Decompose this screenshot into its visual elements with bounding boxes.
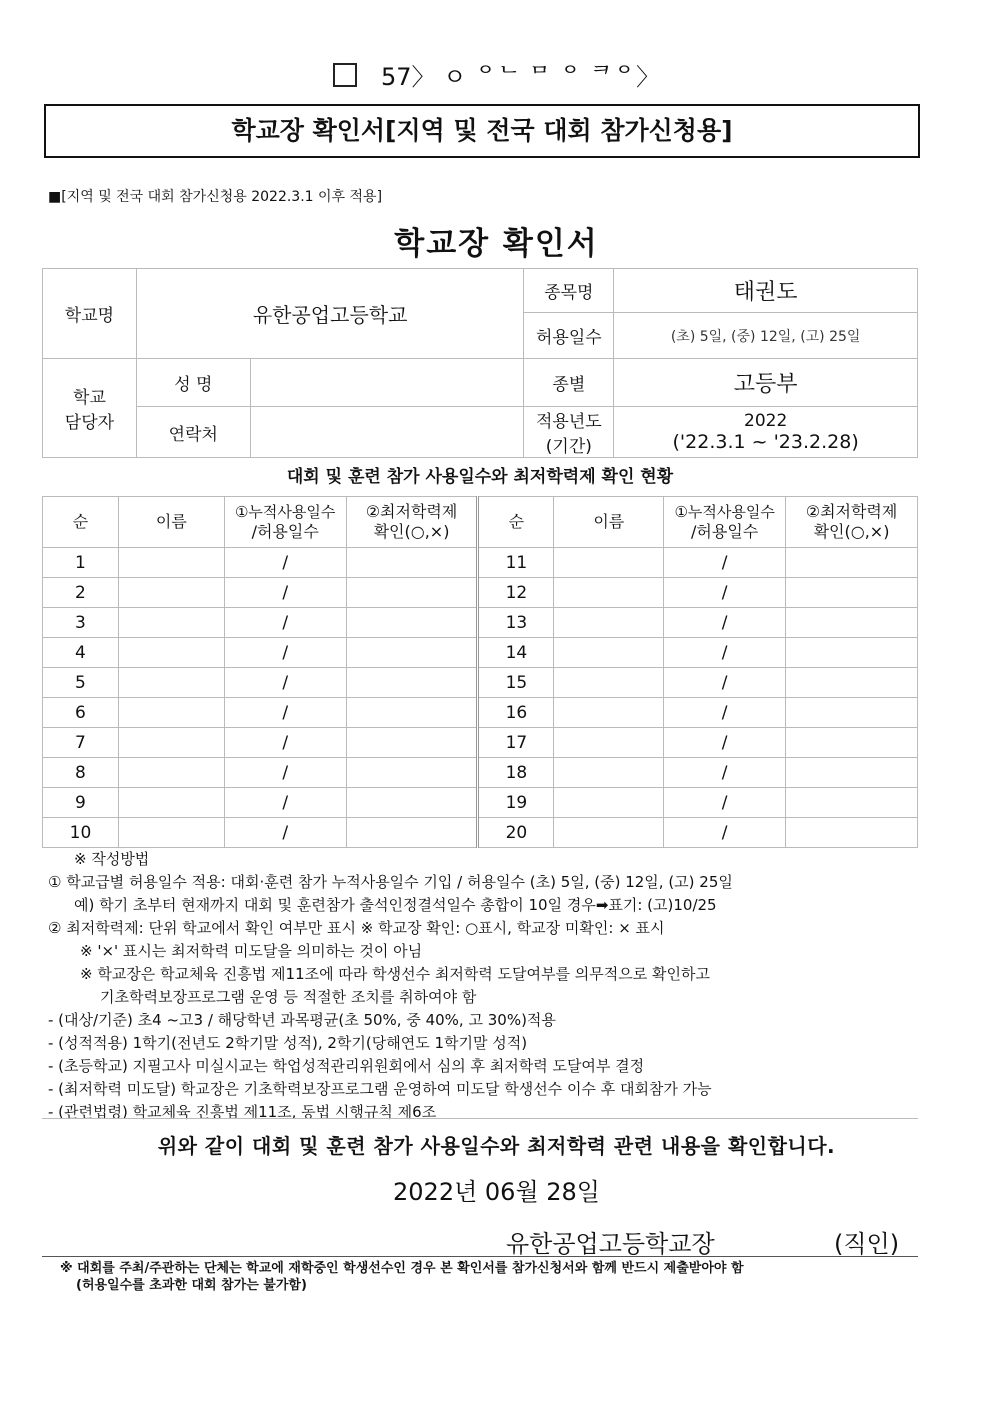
period-value-text: ('22.3.1 ~ '23.2.28) <box>672 431 859 453</box>
days-used-cell[interactable]: / <box>664 728 786 758</box>
min-academic-cell[interactable] <box>346 728 478 758</box>
detail-4: - (최저학력 미도달) 학교장은 기초학력보장프로그램 운영하여 미도달 학생선수 이수 후 대회참가 가능 <box>48 1080 712 1098</box>
divider <box>42 1118 918 1119</box>
student-name-cell[interactable] <box>118 548 224 578</box>
note-1a: ① 학교급별 허용일수 적용: 대회·훈련 참가 누적사용일수 기입 / 허용일수 (초) 5일, (중) 12일, (고) 25일 <box>48 873 733 891</box>
student-name-cell[interactable] <box>554 578 664 608</box>
table-row <box>43 758 918 788</box>
note-2: ② 최저학력제: 단위 학교에서 확인 여부만 표시 ※ 학교장 확인: ○표시, 학교장 미확인: × 표시 <box>48 919 665 937</box>
days-used-cell[interactable]: / <box>664 608 786 638</box>
note-4b: 기초학력보장프로그램 운영 등 적절한 조치를 취하여야 함 <box>100 988 477 1006</box>
staff-label <box>43 359 137 458</box>
col-min-left-l1: ②최저학력제 <box>365 502 458 521</box>
row-number: 2 <box>43 578 119 608</box>
student-name-cell[interactable] <box>118 698 224 728</box>
min-academic-cell[interactable] <box>346 758 478 788</box>
table-row <box>43 638 918 668</box>
days-used-cell[interactable]: / <box>224 638 346 668</box>
student-name-cell[interactable] <box>554 728 664 758</box>
student-name-cell[interactable] <box>554 788 664 818</box>
student-name-cell[interactable] <box>118 668 224 698</box>
form-title: 학교장 확인서 <box>394 226 599 262</box>
school-value[interactable]: 유한공업고등학교 <box>136 269 523 359</box>
min-academic-cell[interactable] <box>786 548 918 578</box>
student-name-cell[interactable] <box>554 668 664 698</box>
row-number: 4 <box>43 638 119 668</box>
row-number: 6 <box>43 698 119 728</box>
min-academic-cell[interactable] <box>786 728 918 758</box>
staff-label-line1: 학교 <box>73 388 106 408</box>
detail-5: - (관련법령) 학교체육 진흥법 제11조, 동법 시행규칙 제6조 <box>48 1103 437 1121</box>
min-academic-cell[interactable] <box>346 668 478 698</box>
table-row <box>43 548 918 578</box>
min-academic-cell[interactable] <box>346 608 478 638</box>
col-name-left: 이름 <box>118 497 224 548</box>
row-number: 1 <box>43 548 119 578</box>
col-no-right: 순 <box>478 497 554 548</box>
note-3: ※ '×' 표시는 최저학력 미도달을 의미하는 것이 아님 <box>80 942 423 960</box>
staff-label-line2: 담당자 <box>64 413 115 433</box>
student-name-cell[interactable] <box>118 788 224 818</box>
division-value[interactable]: 고등부 <box>614 359 918 407</box>
name-value[interactable] <box>250 359 524 407</box>
footer-line-1: ※ 대회를 주최/주관하는 단체는 학교에 재학중인 학생선수인 경우 본 확인서를 참가신청서와 함께 반드시 제출받아야 함 <box>60 1261 744 1276</box>
row-number: 8 <box>43 758 119 788</box>
note-1b: 예) 학기 초부터 현재까지 대회 및 훈련참가 출석인정결석일수 총합이 10일 경우➡표기: (고)10/25 <box>74 896 717 914</box>
days-used-cell[interactable]: / <box>664 638 786 668</box>
notes-heading: ※ 작성방법 <box>74 850 150 868</box>
note-4a: ※ 학교장은 학교체육 진흥법 제11조에 따라 학생선수 최저학력 도달여부를 의무적으로 확인하고 <box>80 965 710 983</box>
row-number: 12 <box>478 578 554 608</box>
roster-table <box>42 496 918 848</box>
student-name-cell[interactable] <box>554 548 664 578</box>
days-used-cell[interactable]: / <box>224 788 346 818</box>
student-name-cell[interactable] <box>554 758 664 788</box>
contact-value[interactable] <box>250 407 524 458</box>
days-used-cell[interactable]: / <box>224 818 346 848</box>
days-used-cell[interactable]: / <box>224 698 346 728</box>
instructions <box>48 848 918 1124</box>
min-academic-cell[interactable] <box>786 578 918 608</box>
col-name-right: 이름 <box>554 497 664 548</box>
col-min-right-l1: ②최저학력제 <box>805 502 898 521</box>
applies-note: ■[지역 및 전국 대회 참가신청용 2022.3.1 이후 적용] <box>48 189 383 205</box>
days-used-cell[interactable]: / <box>664 758 786 788</box>
official-seal-mark: (직인) <box>834 1230 900 1258</box>
days-used-cell[interactable]: / <box>224 758 346 788</box>
min-academic-cell[interactable] <box>786 638 918 668</box>
footer-line-2: (허용일수를 초과한 대회 참가는 불가함) <box>76 1278 307 1293</box>
section-number-text: 57〉 ㅇ ᄋᄂ ᄆ ᄋ ᄏᄋ〉 <box>381 63 660 91</box>
min-academic-cell[interactable] <box>346 548 478 578</box>
col-days-left-l1: ①누적사용일수 <box>234 503 336 521</box>
year-value-text: 2022 <box>744 411 788 431</box>
division-label: 종별 <box>524 359 614 407</box>
col-min-left <box>346 497 478 548</box>
row-number: 18 <box>478 758 554 788</box>
student-name-cell[interactable] <box>554 638 664 668</box>
min-academic-cell[interactable] <box>786 818 918 848</box>
col-min-right <box>786 497 918 548</box>
min-academic-cell[interactable] <box>786 788 918 818</box>
min-academic-cell[interactable] <box>346 698 478 728</box>
table-row <box>43 578 918 608</box>
days-used-cell[interactable]: / <box>664 788 786 818</box>
year-label-line1: 적용년도 <box>535 412 602 432</box>
row-number: 10 <box>43 818 119 848</box>
row-number: 9 <box>43 788 119 818</box>
principal-title: 유한공업고등학교장 <box>506 1230 715 1258</box>
days-used-cell[interactable]: / <box>664 548 786 578</box>
col-no-left: 순 <box>43 497 119 548</box>
min-academic-cell[interactable] <box>346 788 478 818</box>
col-days-left-l2: /허용일수 <box>251 522 319 541</box>
event-value[interactable]: 태권도 <box>614 269 918 313</box>
days-used-cell[interactable]: / <box>664 698 786 728</box>
col-days-left <box>224 497 346 548</box>
row-number: 5 <box>43 668 119 698</box>
min-academic-cell[interactable] <box>786 698 918 728</box>
table-row <box>43 788 918 818</box>
student-name-cell[interactable] <box>554 698 664 728</box>
min-academic-cell[interactable] <box>346 638 478 668</box>
row-number: 20 <box>478 818 554 848</box>
year-label <box>524 407 614 458</box>
min-academic-cell[interactable] <box>346 818 478 848</box>
allowed-days-label: 허용일수 <box>524 313 614 359</box>
checkbox-square-icon <box>333 63 357 87</box>
days-used-cell[interactable]: / <box>224 608 346 638</box>
days-used-cell[interactable]: / <box>664 578 786 608</box>
min-academic-cell[interactable] <box>786 668 918 698</box>
days-used-cell[interactable]: / <box>664 818 786 848</box>
student-name-cell[interactable] <box>554 608 664 638</box>
col-min-left-l2: 확인(○,×) <box>373 522 450 541</box>
row-number: 14 <box>478 638 554 668</box>
detail-2: - (성적적용) 1학기(전년도 2학기말 성적), 2학기(당해연도 1학기말 성적) <box>48 1034 528 1052</box>
days-used-cell[interactable]: / <box>224 578 346 608</box>
contact-label: 연락처 <box>136 407 250 458</box>
table-row <box>43 728 918 758</box>
student-name-cell[interactable] <box>118 608 224 638</box>
row-number: 15 <box>478 668 554 698</box>
days-used-cell[interactable]: / <box>224 728 346 758</box>
col-days-right-l1: ①누적사용일수 <box>674 503 775 521</box>
row-number: 16 <box>478 698 554 728</box>
footer-note <box>60 1260 920 1294</box>
student-name-cell[interactable] <box>118 638 224 668</box>
days-used-cell[interactable]: / <box>224 668 346 698</box>
section-title: 대회 및 훈련 참가 사용일수와 최저학력제 확인 현황 <box>286 467 674 487</box>
col-days-right <box>664 497 786 548</box>
table-row <box>43 818 918 848</box>
issue-date: 2022년 06월 28일 <box>393 1178 600 1206</box>
student-name-cell[interactable] <box>554 818 664 848</box>
allowed-days-value: (초) 5일, (중) 12일, (고) 25일 <box>614 313 918 359</box>
row-number: 11 <box>478 548 554 578</box>
year-value <box>614 407 918 458</box>
row-number: 19 <box>478 788 554 818</box>
detail-1: - (대상/기준) 초4 ~고3 / 해당학년 과목평균(초 50%, 중 40%, 고 30%)적용 <box>48 1011 556 1029</box>
table-row <box>43 698 918 728</box>
min-academic-cell[interactable] <box>786 608 918 638</box>
min-academic-cell[interactable] <box>346 578 478 608</box>
section-number-line <box>0 62 993 92</box>
document-title-box: 학교장 확인서[지역 및 전국 대회 참가신청용] <box>44 104 920 158</box>
student-name-cell[interactable] <box>118 818 224 848</box>
student-name-cell[interactable] <box>118 578 224 608</box>
student-name-cell[interactable] <box>118 728 224 758</box>
row-number: 7 <box>43 728 119 758</box>
row-number: 3 <box>43 608 119 638</box>
days-used-cell[interactable]: / <box>224 548 346 578</box>
student-name-cell[interactable] <box>118 758 224 788</box>
table-row <box>43 608 918 638</box>
school-label: 학교명 <box>43 269 137 359</box>
row-number: 13 <box>478 608 554 638</box>
col-min-right-l2: 확인(○,×) <box>813 522 890 541</box>
info-table <box>42 268 918 458</box>
divider <box>42 1256 918 1257</box>
table-row <box>43 668 918 698</box>
confirmation-statement: 위와 같이 대회 및 훈련 참가 사용일수와 최저학력 관련 내용을 확인합니다. <box>157 1134 836 1158</box>
year-label-line2: (기간) <box>545 437 592 457</box>
name-label: 성 명 <box>136 359 250 407</box>
detail-3: - (초등학교) 지필고사 미실시교는 학업성적관리위원회에서 심의 후 최저학력 도달여부 결정 <box>48 1057 645 1075</box>
row-number: 17 <box>478 728 554 758</box>
event-label: 종목명 <box>524 269 614 313</box>
col-days-right-l2: /허용일수 <box>691 522 759 541</box>
min-academic-cell[interactable] <box>786 758 918 788</box>
days-used-cell[interactable]: / <box>664 668 786 698</box>
